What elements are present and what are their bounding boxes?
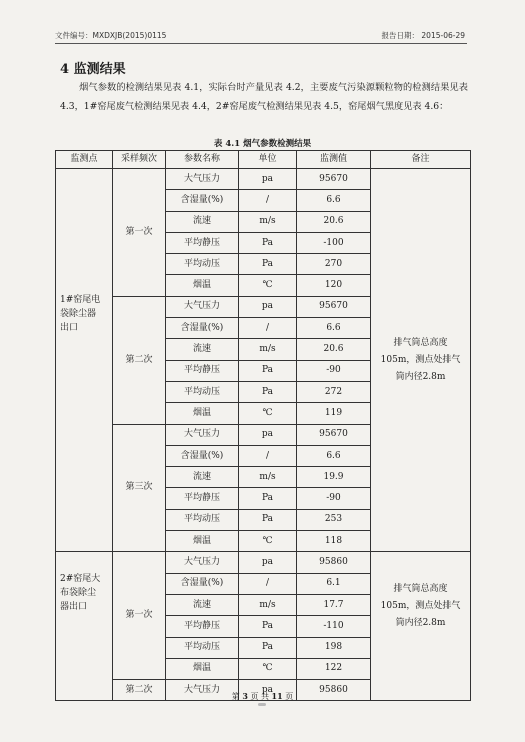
cell-param: 平均静压 — [166, 360, 239, 381]
cell-param: 含湿量(%) — [166, 190, 239, 211]
table-row — [56, 169, 471, 190]
cell-value: 6.6 — [297, 445, 371, 466]
cell-value: 95860 — [297, 680, 371, 701]
cell-value: 253 — [297, 509, 371, 530]
table-header-row — [56, 151, 471, 169]
cell-unit: Pa — [239, 360, 297, 381]
cell-value: 95670 — [297, 169, 371, 190]
cell-param: 流速 — [166, 594, 239, 615]
cell-param: 平均动压 — [166, 637, 239, 658]
flue-gas-parameter-table — [55, 150, 471, 701]
cell-unit: Pa — [239, 616, 297, 637]
note-text: 排气筒总高度105m，测点处排气筒内径2.8m — [380, 583, 461, 628]
cell-value: 6.6 — [297, 190, 371, 211]
cell-unit: / — [239, 573, 297, 594]
monitoring-point-cell — [56, 169, 113, 552]
cell-param: 流速 — [166, 211, 239, 232]
cell-param: 大气压力 — [166, 552, 239, 573]
cell-param: 大气压力 — [166, 424, 239, 445]
cell-param: 流速 — [166, 467, 239, 488]
table-caption: 表 4.1 烟气参数检测结果 — [213, 139, 312, 149]
cell-unit: Pa — [239, 509, 297, 530]
intro-paragraph — [60, 78, 468, 116]
cell-value: 118 — [297, 531, 371, 552]
page-number: 3 — [242, 691, 248, 701]
cell-unit: Pa — [239, 488, 297, 509]
cell-unit: pa — [239, 169, 297, 190]
cell-value: 20.6 — [297, 339, 371, 360]
report-date: 报告日期： 2015-06-29 — [381, 31, 465, 40]
cell-value: 95670 — [297, 296, 371, 317]
cell-value: -90 — [297, 360, 371, 381]
cell-unit: ℃ — [239, 658, 297, 679]
cell-unit: / — [239, 318, 297, 339]
cell-unit: / — [239, 190, 297, 211]
col-header-value: 监测值 — [297, 151, 371, 169]
sampling-time-cell: 第二次 — [113, 296, 166, 424]
sampling-time-cell: 第一次 — [113, 169, 166, 297]
footer-mid: 页 共 — [250, 692, 269, 701]
cell-unit: Pa — [239, 254, 297, 275]
cell-value: 272 — [297, 381, 371, 402]
scan-smudge — [258, 703, 266, 706]
cell-param: 平均静压 — [166, 488, 239, 509]
cell-param: 平均静压 — [166, 232, 239, 253]
cell-unit: pa — [239, 296, 297, 317]
cell-param: 大气压力 — [166, 169, 239, 190]
cell-unit: pa — [239, 680, 297, 701]
cell-param: 平均动压 — [166, 381, 239, 402]
cell-param: 含湿量(%) — [166, 573, 239, 594]
note-cell — [371, 552, 471, 701]
cell-param: 烟温 — [166, 275, 239, 296]
footer-prefix: 第 — [231, 692, 240, 701]
cell-value: 120 — [297, 275, 371, 296]
cell-unit: / — [239, 445, 297, 466]
cell-value: 6.6 — [297, 318, 371, 339]
cell-unit: pa — [239, 424, 297, 445]
cell-param: 大气压力 — [166, 680, 239, 701]
note-cell — [371, 169, 471, 552]
cell-unit: m/s — [239, 594, 297, 615]
note-text: 排气筒总高度105m，测点处排气筒内径2.8m — [380, 337, 461, 382]
cell-value: 122 — [297, 658, 371, 679]
cell-value: -90 — [297, 488, 371, 509]
cell-value: 6.1 — [297, 573, 371, 594]
cell-value: 198 — [297, 637, 371, 658]
cell-param: 平均动压 — [166, 254, 239, 275]
cell-unit: ℃ — [239, 531, 297, 552]
sampling-time-cell: 第三次 — [113, 424, 166, 552]
monitoring-point-label: 2#窑尾大布袋除尘器出口 — [60, 574, 101, 613]
cell-unit: Pa — [239, 232, 297, 253]
cell-unit: ℃ — [239, 403, 297, 424]
cell-value: 95670 — [297, 424, 371, 445]
monitoring-point-label: 1#窑尾电袋除尘器出口 — [60, 295, 101, 334]
col-header-unit: 单位 — [239, 151, 297, 169]
cell-param: 流速 — [166, 339, 239, 360]
cell-value: 119 — [297, 403, 371, 424]
cell-param: 大气压力 — [166, 296, 239, 317]
cell-param: 含湿量(%) — [166, 445, 239, 466]
cell-unit: Pa — [239, 637, 297, 658]
cell-param: 烟温 — [166, 403, 239, 424]
cell-unit: m/s — [239, 339, 297, 360]
cell-value: -100 — [297, 232, 371, 253]
monitoring-point-cell — [56, 552, 113, 701]
table-body — [56, 169, 471, 701]
col-header-note: 备注 — [371, 151, 471, 169]
cell-value: 20.6 — [297, 211, 371, 232]
cell-unit: Pa — [239, 381, 297, 402]
cell-value: 95860 — [297, 552, 371, 573]
cell-unit: ℃ — [239, 275, 297, 296]
cell-value: 19.9 — [297, 467, 371, 488]
col-header-time: 采样频次 — [113, 151, 166, 169]
footer-suffix: 页 — [285, 692, 294, 701]
cell-unit: m/s — [239, 211, 297, 232]
sampling-time-cell: 第二次 — [113, 680, 166, 701]
cell-value: 17.7 — [297, 594, 371, 615]
cell-param: 烟温 — [166, 531, 239, 552]
section-title: 4 监测结果 — [60, 62, 126, 77]
header-rule — [55, 43, 467, 44]
document-number: 文件编号：MXDXJB(2015)0115 — [55, 31, 167, 40]
cell-unit: m/s — [239, 467, 297, 488]
page-footer — [0, 691, 525, 702]
intro-paragraph-text: 烟气参数的检测结果见表 4.1，实际台时产量见表 4.2，主要废气污染源颗粒物的检测结果见表 4.3，1#窑尾废气检测结果见表 4.4，2#窑尾废气检测结果见表 4.5，窑尾烟气黑度见表 4.6： — [60, 82, 468, 112]
cell-param: 平均动压 — [166, 509, 239, 530]
cell-param: 平均静压 — [166, 616, 239, 637]
cell-value: 270 — [297, 254, 371, 275]
col-header-param: 参数名称 — [166, 151, 239, 169]
cell-unit: pa — [239, 552, 297, 573]
table-row — [56, 552, 471, 573]
cell-param: 含湿量(%) — [166, 318, 239, 339]
col-header-point: 监测点 — [56, 151, 113, 169]
cell-value: -110 — [297, 616, 371, 637]
page-header — [55, 30, 465, 41]
page-total: 11 — [271, 691, 283, 701]
sampling-time-cell: 第一次 — [113, 552, 166, 680]
cell-param: 烟温 — [166, 658, 239, 679]
